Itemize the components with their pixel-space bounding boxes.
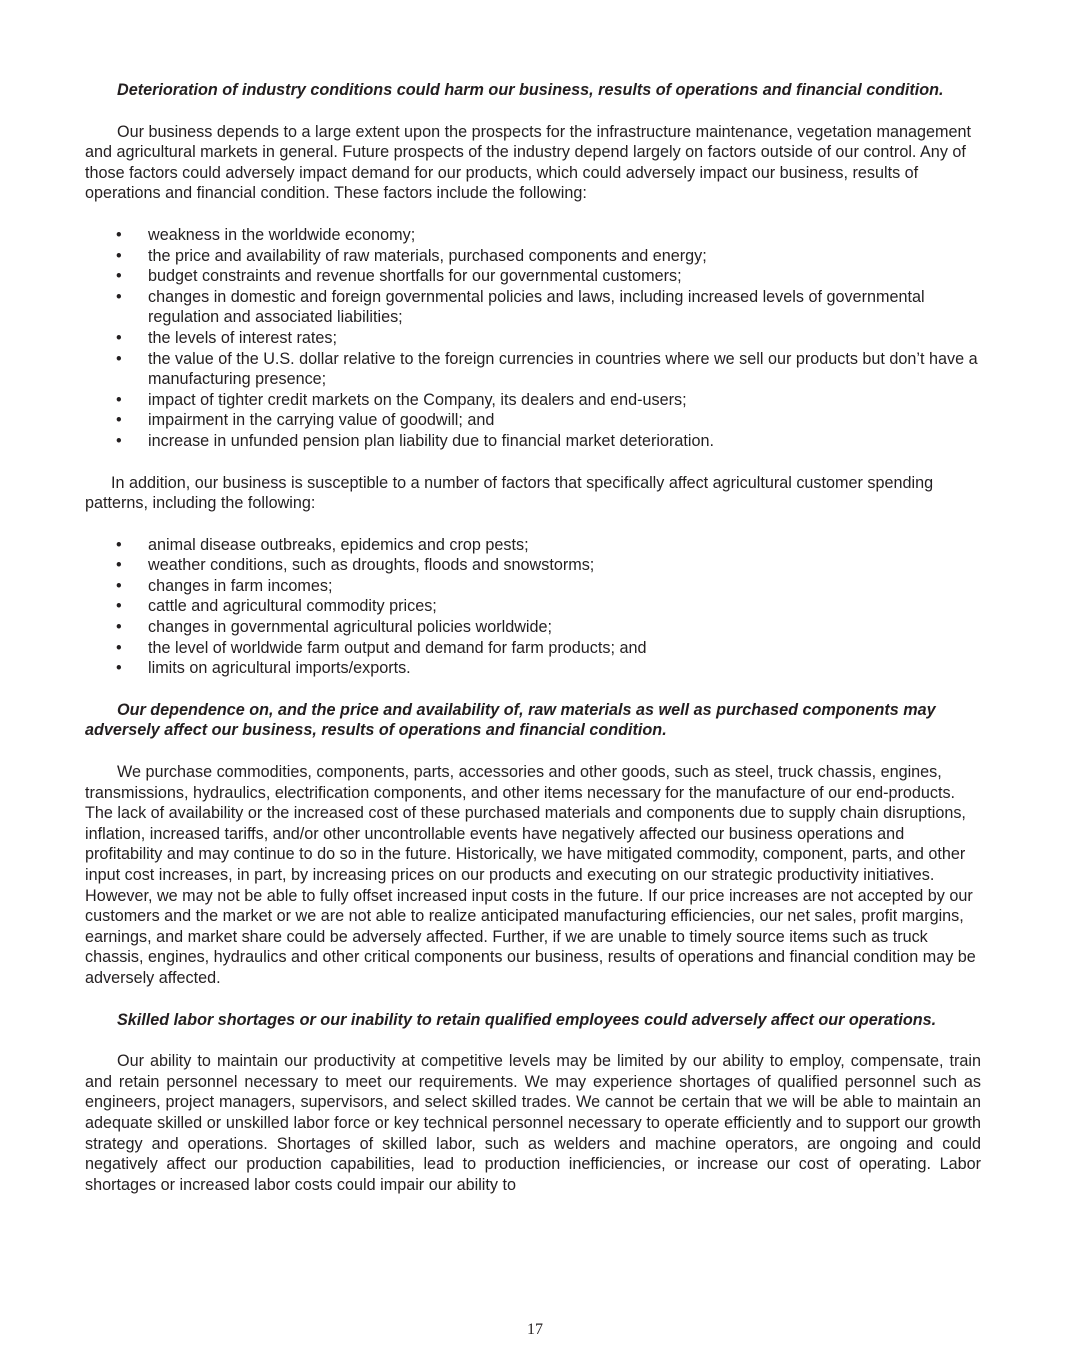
list-item-text: impact of tighter credit markets on the Company, its dealers and end-users; bbox=[148, 390, 687, 409]
bullet-icon: • bbox=[116, 659, 122, 678]
list-item-text: the level of worldwide farm output and demand for farm products; and bbox=[148, 638, 647, 657]
list-item bbox=[85, 638, 981, 659]
bullet-icon: • bbox=[116, 246, 122, 265]
bullet-list bbox=[85, 225, 981, 452]
list-item bbox=[85, 410, 981, 431]
list-item-text: cattle and agricultural commodity prices; bbox=[148, 597, 437, 616]
paragraph: In addition, our business is susceptible to a number of factors that specifically affect agricultural customer spending patterns, including the following: bbox=[85, 473, 934, 513]
list-item-text: limits on agricultural imports/exports. bbox=[148, 659, 411, 678]
list-item-text: weakness in the worldwide economy; bbox=[148, 225, 416, 244]
bullet-icon: • bbox=[116, 390, 122, 409]
list-item bbox=[85, 658, 981, 679]
list-item-text: animal disease outbreaks, epidemics and crop pests; bbox=[148, 535, 529, 554]
list-item bbox=[85, 535, 981, 556]
list-item-text: the levels of interest rates; bbox=[148, 328, 337, 347]
list-item bbox=[85, 225, 981, 246]
bullet-icon: • bbox=[116, 349, 122, 368]
list-item-text: the value of the U.S. dollar relative to the foreign currencies in countries where we sell our products but don’t have a manufacturing presence; bbox=[148, 349, 978, 389]
list-item-text: increase in unfunded pension plan liability due to financial market deterioration. bbox=[148, 431, 715, 450]
section-heading: Our dependence on, and the price and availability of, raw materials as well as purchased components may adversely affect our business, results of operations and financial condition. bbox=[85, 700, 936, 740]
bullet-icon: • bbox=[116, 638, 122, 657]
bullet-icon: • bbox=[116, 535, 122, 554]
list-item bbox=[85, 287, 981, 328]
bullet-icon: • bbox=[116, 225, 122, 244]
list-item bbox=[85, 617, 981, 638]
page-number: 17 bbox=[527, 1321, 543, 1338]
section-heading: Skilled labor shortages or our inability to retain qualified employees could adversely affect our operations. bbox=[117, 1010, 937, 1029]
bullet-icon: • bbox=[116, 556, 122, 575]
list-item bbox=[85, 555, 981, 576]
bullet-icon: • bbox=[116, 576, 122, 595]
list-item-text: budget constraints and revenue shortfalls for our governmental customers; bbox=[148, 267, 682, 286]
list-item bbox=[85, 596, 981, 617]
list-item-text: changes in farm incomes; bbox=[148, 576, 333, 595]
bullet-icon: • bbox=[116, 431, 122, 450]
section-heading: Deterioration of industry conditions could harm our business, results of operations and financial condition. bbox=[117, 81, 944, 99]
list-item bbox=[85, 431, 981, 452]
list-item bbox=[85, 266, 981, 287]
bullet-icon: • bbox=[116, 287, 122, 306]
list-item bbox=[85, 390, 981, 411]
list-item-text: changes in governmental agricultural policies worldwide; bbox=[148, 618, 552, 637]
bullet-icon: • bbox=[116, 618, 122, 637]
paragraph: Our business depends to a large extent upon the prospects for the infrastructure maintenance, vegetation management and agricultural markets in general. Future prospects of the industry depend largely on factors outside of our control. Any of those factors could adversely impact demand for our products, which could adversely impact our business, results of operations and financial condition. These factors include the following: bbox=[85, 122, 971, 203]
list-item bbox=[85, 328, 981, 349]
list-item-text: weather conditions, such as droughts, floods and snowstorms; bbox=[148, 556, 595, 575]
bullet-icon: • bbox=[116, 411, 122, 430]
paragraph: We purchase commodities, components, parts, accessories and other goods, such as steel, truck chassis, engines, transmissions, hydraulics, electrification components, and other items necessary for the manufacture of our end-products. The lack of availability or the increased cost of these purchased materials and components due to supply chain disruptions, inflation, increased tariffs, and/or other uncontrollable events have negatively affected our business operations and profitability and may continue to do so in the future. Historically, we have mitigated commodity, component, parts, and other input cost increases, in part, by increasing prices on our products and executing on our strategic productivity initiatives. However, we may not be able to fully offset increased input costs in the future. If our price increases are not accepted by our customers and the market or we are not able to realize anticipated manufacturing efficiencies, our net sales, profit margins, earnings, and market share could be adversely affected. Further, if we are unable to timely source items such as truck chassis, engines, hydraulics and other critical components our business, results of operations and financial condition may be adversely affected. bbox=[85, 763, 976, 987]
bullet-icon: • bbox=[116, 267, 122, 286]
bullet-icon: • bbox=[116, 597, 122, 616]
list-item bbox=[85, 576, 981, 597]
list-item bbox=[85, 349, 981, 390]
list-item bbox=[85, 246, 981, 267]
list-item-text: the price and availability of raw materials, purchased components and energy; bbox=[148, 246, 707, 265]
list-item-text: impairment in the carrying value of goodwill; and bbox=[148, 411, 495, 430]
paragraph: Our ability to maintain our productivity at competitive levels may be limited by our ability to employ, compensate, train and retain personnel necessary to meet our requirements. We may experience shortages of qualified personnel such as engineers, project managers, supervisors, and select skilled trades. We cannot be certain that we will be able to maintain an adequate skilled or unskilled labor force or key technical personnel necessary to operate efficiently and to support our growth strategy and operations. Shortages of skilled labor, such as welders and machine operators, are ongoing and could negatively affect our production capabilities, lead to production inefficiencies, or increase our cost of operating. Labor shortages or increased labor costs could impair our ability to bbox=[85, 1052, 981, 1194]
bullet-icon: • bbox=[116, 328, 122, 347]
bullet-list bbox=[85, 535, 981, 679]
list-item-text: changes in domestic and foreign governmental policies and laws, including increased levels of governmental regulation and associated liabilities; bbox=[148, 287, 925, 327]
document-page bbox=[85, 80, 981, 1195]
